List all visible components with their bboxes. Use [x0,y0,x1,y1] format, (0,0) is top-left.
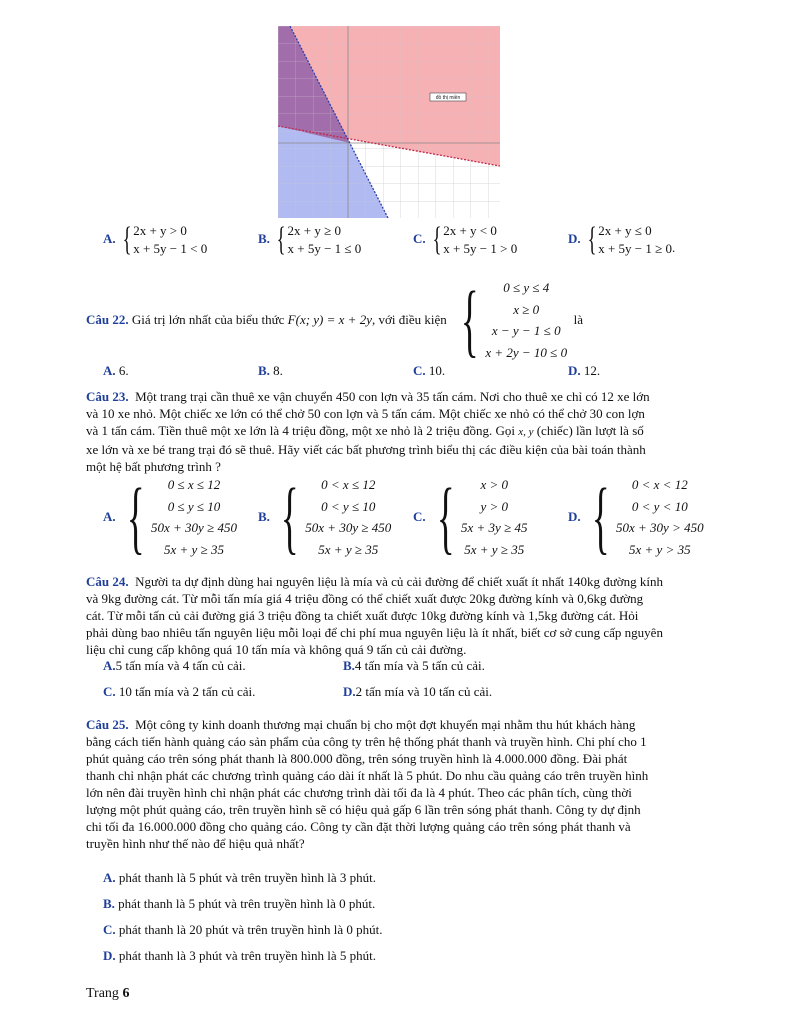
page-number: 6 [122,986,130,1001]
q23-b-row: 0 < y ≤ 10 [321,498,376,514]
option-text: 6. [115,363,129,378]
q22-cond-4: x + 2y − 10 ≤ 0 [485,344,568,360]
option-letter: D. [568,230,581,246]
q23-c-row: 5x + y ≥ 35 [464,541,525,557]
q24-line-2: và 9kg đường cát. Từ mỗi tấn mía giá 4 triệu đồng có thể chiết xuất được 20kg đường kính và 0,6kg đường [86,591,644,606]
q23-d-row: 0 < x < 12 [631,477,688,492]
q21-option-c[interactable]: C. { 2x + y < 0 x + 5y − 1 > 0 [413,221,518,258]
q23-a-row: 0 ≤ y ≤ 10 [167,498,221,514]
option-letter: B. [258,230,270,246]
option-text: 10. [425,363,446,378]
q21-c-line1: 2x + y < 0 [443,223,497,238]
q24-line-1: Người ta dự định dùng hai nguyên liệu là mía và củ cải đường để chiết xuất ít nhất 140kg đường kính [135,574,664,589]
option-text: 4 tấn mía và 5 tấn củ cải. [354,658,485,673]
q21-option-b[interactable]: B. { 2x + y ≥ 0 x + 5y − 1 ≤ 0 [258,221,362,258]
q25-option-c[interactable] [103,922,382,938]
q22-option-d[interactable] [568,363,600,379]
option-letter: A. [103,870,116,885]
q24-option-d[interactable] [343,684,492,700]
q23-a-row: 5x + y ≥ 35 [164,541,224,557]
option-text: 8. [269,363,283,378]
q23-line-4: xe lớn và xe bé trang trại đó sẽ thuê. Hãy viết các bất phương trình biểu thị các điều kiện của bài toán thành [86,442,646,457]
q21-d-tail: . [672,240,676,255]
q23-c-row: y > 0 [480,498,508,514]
q24-option-b[interactable] [343,658,485,674]
q22-expression: F(x; y) = x + 2y [287,312,372,327]
q23-d-row: 5x + y > 35 [629,541,691,557]
option-text: phát thanh là 5 phút và trên truyền hình là 3 phút. [115,870,376,885]
option-text: phát thanh là 3 phút và trên truyền hình là 5 phút. [115,948,376,963]
q23-option-d[interactable]: D. { 0 < x < 12 0 < y < 10 50x + 30y > 450 5x + y > 35 [568,471,704,562]
q25-line-1: Một công ty kinh doanh thương mại chuẩn bị cho một đợt khuyến mại nhằm thu hút khách hàng [135,717,636,732]
q24-line-3: cát. Từ mỗi tấn củ cải đường giá 3 triệu đồng ta chiết xuất được 10kg đường kính và 1,5kg đường cát. Hỏi [86,608,639,623]
q23-a-row: 0 ≤ x ≤ 12 [167,477,221,492]
q25-line-7: chi tối đa 16.000.000 đồng cho quảng cáo. Công ty cần đặt thời lượng quảng cáo trên sóng phát thanh và [86,819,631,834]
q23-b-row: 50x + 30y ≥ 450 [305,520,392,535]
q21-option-d[interactable]: D. { 2x + y ≤ 0 x + 5y − 1 ≥ 0 . [568,221,676,258]
option-letter: C. [413,230,426,246]
q25-line-2: bằng cách tiến hành quảng cáo sản phẩm của công ty trên hệ thống phát thanh và truyền hình. Chi phí cho 1 [86,734,647,749]
q24-stem [86,573,722,658]
option-letter: B. [258,509,270,524]
q22-cond-1: 0 ≤ y ≤ 4 [503,280,550,295]
q23-stem [86,388,722,475]
q23-d-row: 0 < y < 10 [631,498,688,514]
q23-b-row: 0 < x ≤ 12 [321,477,376,492]
q23-c-row: 5x + 3y ≥ 45 [461,520,528,535]
q21-c-line2: x + 5y − 1 > 0 [443,241,518,256]
q21-b-line1: 2x + y ≥ 0 [287,223,341,238]
q23-option-c[interactable]: C. { x > 0 y > 0 5x + 3y ≥ 45 5x + y ≥ 35 [413,471,528,562]
option-text: 5 tấn mía và 4 tấn củ cải. [115,658,246,673]
question-label: Câu 25. [86,717,129,732]
q25-stem [86,716,722,852]
option-letter: C. [413,363,426,378]
q23-b-row: 5x + y ≥ 35 [318,541,379,557]
q25-line-6: lượng một phút quảng cáo, trên truyền hình sẽ có hiệu quả gấp 6 lần trên sóng phát thanh. Công ty dự định [86,802,641,817]
q23-a-row: 50x + 30y ≥ 450 [151,520,237,535]
q23-line-2: và 10 xe nhỏ. Một chiếc xe lớn có thể chở 50 con lợn và 5 tấn cám. Một chiếc xe nhỏ có thể chở 30 con lợn [86,406,645,421]
option-letter: B. [258,363,270,378]
q22-cond-2: x ≥ 0 [513,301,540,317]
q24-line-5: liệu chỉ cung cấp không quá 10 tấn mía và không quá 9 tấn củ cải đường. [86,642,467,657]
q22-option-a[interactable] [103,363,129,379]
option-letter: B. [343,658,355,673]
option-letter: A. [103,658,116,673]
q21-a-line1: 2x + y > 0 [133,223,187,238]
q23-d-row: 50x + 30y > 450 [616,520,704,535]
graph-label: đồ thị miền [435,95,461,101]
option-text: 12. [580,363,601,378]
q23-line-3: và 1 tấn cám. Tiền thuê một xe lớn là 4 triệu đồng, một xe nhỏ là 2 triệu đồng. Gọi [86,423,515,438]
q25-option-b[interactable] [103,896,375,912]
option-letter: A. [103,509,116,524]
option-letter: D. [343,684,356,699]
option-letter: D. [568,509,581,524]
option-letter: C. [103,684,116,699]
q21-d-line1: 2x + y ≤ 0 [598,223,652,238]
page-label: Trang [86,986,123,1001]
question-label: Câu 22. [86,312,129,327]
q22-stem: Câu 22. Giá trị lớn nhất của biểu thức F(x; y) = x + 2y , với điều kiện { 0 ≤ y ≤ 4 x ≥ 0 x − y − 1 ≤ 0 x + 2y − 10 ≤ 0 là [86,274,583,365]
q22-text-after: là [573,312,583,327]
q23-vars: x, y [518,426,534,438]
q25-line-4: thanh chỉ nhận phát các chương trình quảng cáo dài ít nhất là 5 phút. Do nhu cầu quảng cáo trên truyền hình [86,768,649,783]
q22-cond-3: x − y − 1 ≤ 0 [491,323,561,338]
q25-line-3: phút quảng cáo trên sóng phát thanh là 800.000 đồng, trên sóng truyền hình là 4.000.000 đồng. Đài phát [86,751,628,766]
question-label: Câu 23. [86,389,129,404]
question-label: Câu 24. [86,574,129,589]
q23-option-a[interactable]: A. { 0 ≤ x ≤ 12 0 ≤ y ≤ 10 50x + 30y ≥ 450 5x + y ≥ 35 [103,471,237,562]
option-letter: A. [103,363,116,378]
q22-option-b[interactable] [258,363,283,379]
option-text: phát thanh là 5 phút và trên truyền hình là 0 phút. [114,896,376,911]
q24-option-c[interactable] [103,684,255,700]
q23-option-b[interactable]: B. { 0 < x ≤ 12 0 < y ≤ 10 50x + 30y ≥ 450 5x + y ≥ 35 [258,471,392,562]
option-text: phát thanh là 20 phút và trên truyền hình là 0 phút. [115,922,383,937]
region-graph [278,26,500,218]
option-letter: C. [103,922,116,937]
option-letter: B. [103,896,115,911]
q25-line-8: truyền hình như thế nào để hiệu quả nhất? [86,836,305,851]
q21-option-a[interactable]: A. { 2x + y > 0 x + 5y − 1 < 0 [103,221,208,258]
q25-option-d[interactable] [103,948,376,964]
q23-line-1: Một trang trại cần thuê xe vận chuyển 450 con lợn và 35 tấn cám. Nơi cho thuê xe chỉ có 12 xe lớn [135,389,650,404]
q22-text-mid: , với điều kiện [371,312,447,327]
option-letter: D. [103,948,116,963]
q23-line-5: một hệ bất phương trình ? [86,459,221,474]
option-letter: C. [413,509,426,524]
q23-c-row: x > 0 [480,477,508,492]
q24-line-4: phải dùng bao nhiêu tấn nguyên liệu mỗi loại để chi phí mua nguyên liệu là ít nhất, biết cơ sở cung cấp nguyên [86,625,663,640]
q23-line-3b: (chiếc) lần lượt là số [536,423,644,438]
q22-text-before: Giá trị lớn nhất của biểu thức [131,312,285,327]
option-text: 2 tấn mía và 10 tấn củ cải. [355,684,493,699]
q25-line-5: lớn nên đài truyền hình chỉ nhận phát các chương trình dài tối đa là 4 phút. Theo các phân tích, cùng thời [86,785,632,800]
q21-a-line2: x + 5y − 1 < 0 [133,241,208,256]
option-letter: A. [103,230,116,246]
q25-option-a[interactable] [103,870,376,886]
q21-b-line2: x + 5y − 1 ≤ 0 [287,241,362,256]
page-footer [86,986,129,1002]
option-text: 10 tấn mía và 2 tấn củ cải. [115,684,256,699]
q22-option-c[interactable] [413,363,445,379]
option-letter: D. [568,363,581,378]
q21-d-line2: x + 5y − 1 ≥ 0 [598,241,673,256]
q24-option-a[interactable] [103,658,246,674]
